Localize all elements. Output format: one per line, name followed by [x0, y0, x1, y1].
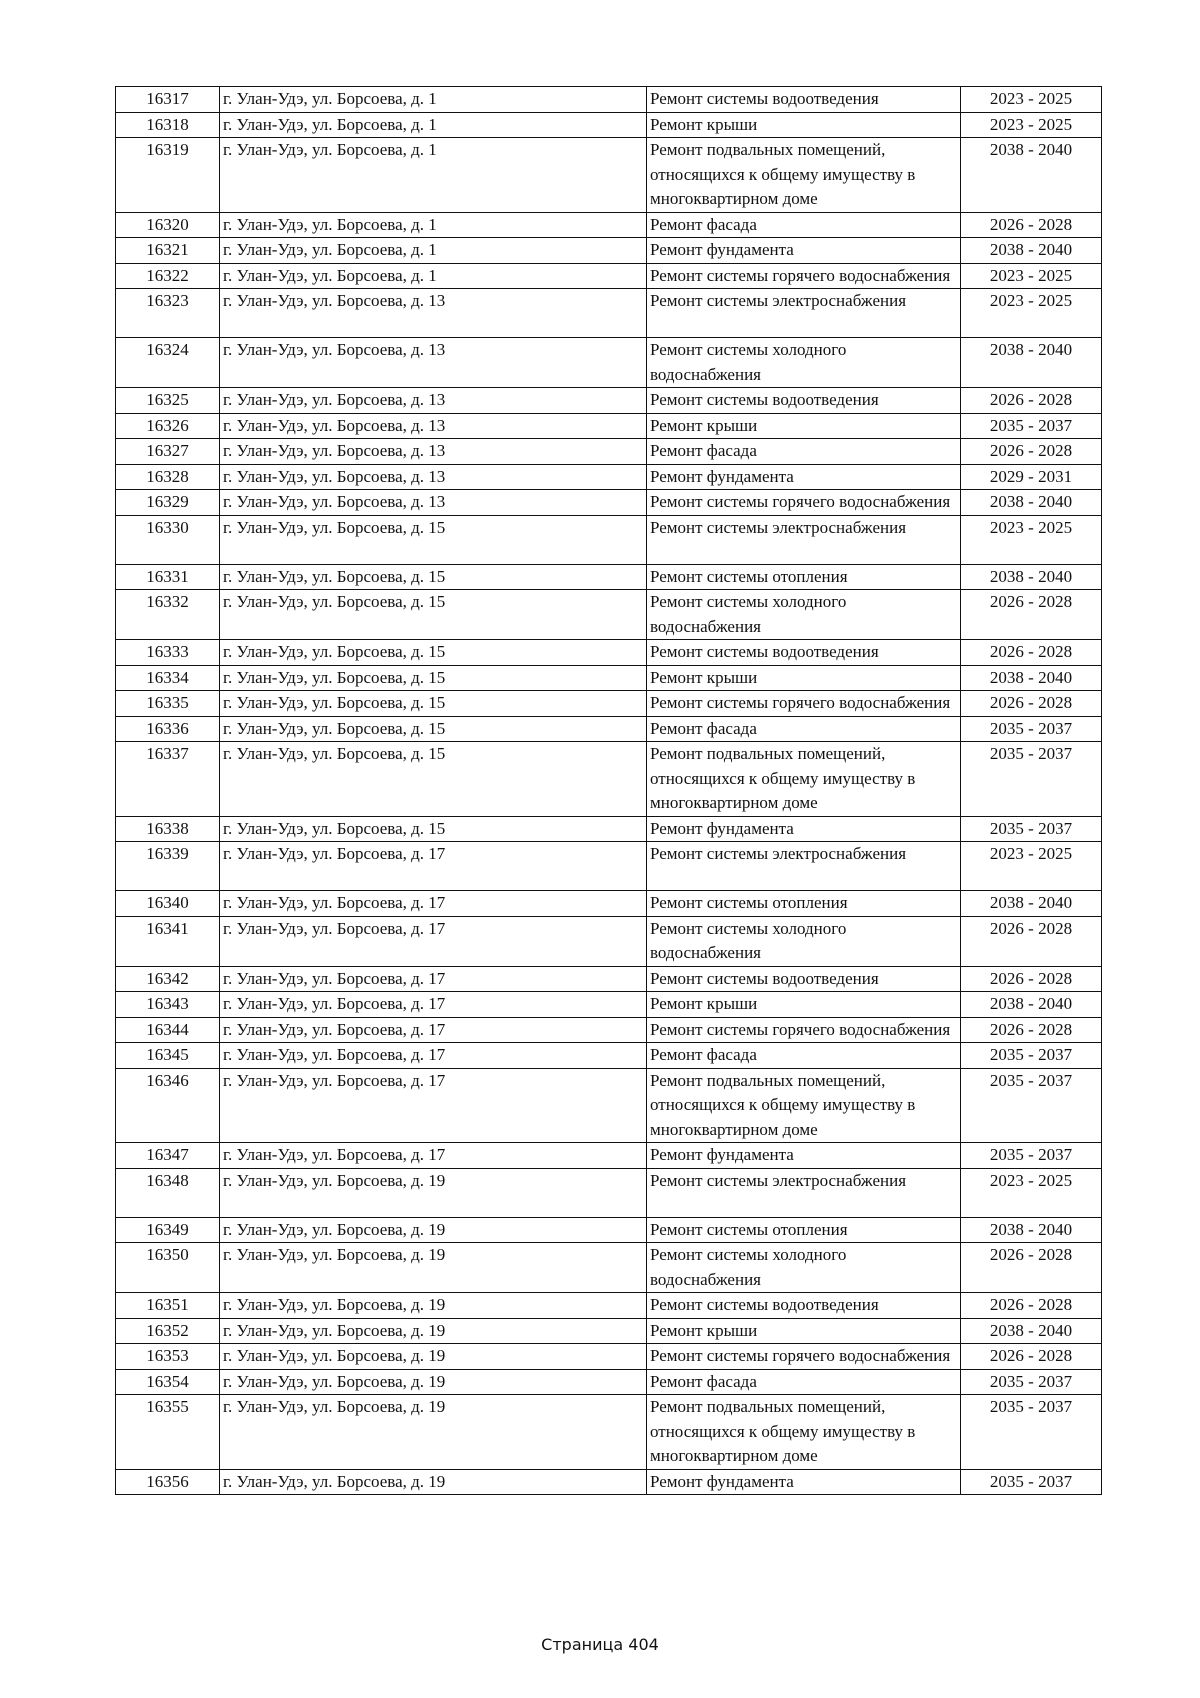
table-row — [116, 138, 1102, 213]
row-number: 16347 — [116, 1143, 220, 1169]
work-type-cell: Ремонт фасада — [647, 439, 961, 465]
period-cell: 2038 - 2040 — [961, 891, 1102, 917]
address-cell: г. Улан-Удэ, ул. Борсоева, д. 19 — [220, 1318, 647, 1344]
period-cell: 2035 - 2037 — [961, 413, 1102, 439]
period-cell: 2026 - 2028 — [961, 1293, 1102, 1319]
address-cell: г. Улан-Удэ, ул. Борсоева, д. 17 — [220, 1143, 647, 1169]
period-cell: 2038 - 2040 — [961, 490, 1102, 516]
table-row — [116, 263, 1102, 289]
row-number: 16340 — [116, 891, 220, 917]
row-number: 16350 — [116, 1243, 220, 1293]
table-row — [116, 665, 1102, 691]
work-type-cell: Ремонт системы холодного водоснабжения — [647, 916, 961, 966]
row-number: 16318 — [116, 112, 220, 138]
table-row — [116, 464, 1102, 490]
row-number: 16355 — [116, 1395, 220, 1470]
address-cell: г. Улан-Удэ, ул. Борсоева, д. 17 — [220, 842, 647, 891]
work-type-cell: Ремонт системы горячего водоснабжения — [647, 1017, 961, 1043]
row-number: 16324 — [116, 338, 220, 388]
period-cell: 2035 - 2037 — [961, 816, 1102, 842]
table-row — [116, 439, 1102, 465]
period-cell: 2035 - 2037 — [961, 716, 1102, 742]
address-cell: г. Улан-Удэ, ул. Борсоева, д. 19 — [220, 1369, 647, 1395]
address-cell: г. Улан-Удэ, ул. Борсоева, д. 17 — [220, 891, 647, 917]
address-cell: г. Улан-Удэ, ул. Борсоева, д. 17 — [220, 966, 647, 992]
work-type-cell: Ремонт системы водоотведения — [647, 1293, 961, 1319]
period-cell: 2038 - 2040 — [961, 564, 1102, 590]
period-cell: 2038 - 2040 — [961, 138, 1102, 213]
table-row — [116, 816, 1102, 842]
work-type-cell: Ремонт фасада — [647, 212, 961, 238]
work-type-cell: Ремонт крыши — [647, 112, 961, 138]
table-row — [116, 1043, 1102, 1069]
work-type-cell: Ремонт подвальных помещений, относящихся к общему имуществу в многоквартирном доме — [647, 1395, 961, 1470]
address-cell: г. Улан-Удэ, ул. Борсоева, д. 15 — [220, 716, 647, 742]
period-cell: 2026 - 2028 — [961, 212, 1102, 238]
period-cell: 2035 - 2037 — [961, 1469, 1102, 1495]
work-type-cell: Ремонт подвальных помещений, относящихся к общему имуществу в многоквартирном доме — [647, 1068, 961, 1143]
row-number: 16352 — [116, 1318, 220, 1344]
work-type-cell: Ремонт системы холодного водоснабжения — [647, 1243, 961, 1293]
address-cell: г. Улан-Удэ, ул. Борсоева, д. 1 — [220, 138, 647, 213]
row-number: 16327 — [116, 439, 220, 465]
table-row — [116, 564, 1102, 590]
row-number: 16335 — [116, 691, 220, 717]
period-cell: 2023 - 2025 — [961, 1168, 1102, 1217]
work-type-cell: Ремонт системы водоотведения — [647, 87, 961, 113]
work-type-cell: Ремонт системы горячего водоснабжения — [647, 263, 961, 289]
period-cell: 2026 - 2028 — [961, 1344, 1102, 1370]
address-cell: г. Улан-Удэ, ул. Борсоева, д. 19 — [220, 1344, 647, 1370]
work-type-cell: Ремонт системы холодного водоснабжения — [647, 338, 961, 388]
row-number: 16334 — [116, 665, 220, 691]
period-cell: 2038 - 2040 — [961, 1318, 1102, 1344]
work-type-cell: Ремонт крыши — [647, 413, 961, 439]
table-row — [116, 1293, 1102, 1319]
row-number: 16339 — [116, 842, 220, 891]
table-row — [116, 1395, 1102, 1470]
period-cell: 2023 - 2025 — [961, 289, 1102, 338]
row-number: 16321 — [116, 238, 220, 264]
period-cell: 2038 - 2040 — [961, 665, 1102, 691]
row-number: 16325 — [116, 388, 220, 414]
period-cell: 2035 - 2037 — [961, 1395, 1102, 1470]
period-cell: 2035 - 2037 — [961, 1143, 1102, 1169]
work-type-cell: Ремонт фундамента — [647, 464, 961, 490]
work-type-cell: Ремонт подвальных помещений, относящихся к общему имуществу в многоквартирном доме — [647, 138, 961, 213]
table-row — [116, 238, 1102, 264]
period-cell: 2023 - 2025 — [961, 112, 1102, 138]
address-cell: г. Улан-Удэ, ул. Борсоева, д. 15 — [220, 590, 647, 640]
work-type-cell: Ремонт системы электроснабжения — [647, 1168, 961, 1217]
row-number: 16342 — [116, 966, 220, 992]
address-cell: г. Улан-Удэ, ул. Борсоева, д. 19 — [220, 1243, 647, 1293]
row-number: 16319 — [116, 138, 220, 213]
row-number: 16348 — [116, 1168, 220, 1217]
table-row — [116, 1344, 1102, 1370]
period-cell: 2029 - 2031 — [961, 464, 1102, 490]
address-cell: г. Улан-Удэ, ул. Борсоева, д. 1 — [220, 263, 647, 289]
address-cell: г. Улан-Удэ, ул. Борсоева, д. 17 — [220, 1068, 647, 1143]
row-number: 16349 — [116, 1217, 220, 1243]
address-cell: г. Улан-Удэ, ул. Борсоева, д. 17 — [220, 1043, 647, 1069]
work-type-cell: Ремонт системы холодного водоснабжения — [647, 590, 961, 640]
row-number: 16345 — [116, 1043, 220, 1069]
table-row — [116, 289, 1102, 338]
period-cell: 2035 - 2037 — [961, 1043, 1102, 1069]
work-type-cell: Ремонт системы электроснабжения — [647, 842, 961, 891]
row-number: 16341 — [116, 916, 220, 966]
address-cell: г. Улан-Удэ, ул. Борсоева, д. 15 — [220, 640, 647, 666]
row-number: 16322 — [116, 263, 220, 289]
period-cell: 2038 - 2040 — [961, 238, 1102, 264]
address-cell: г. Улан-Удэ, ул. Борсоева, д. 1 — [220, 87, 647, 113]
repair-schedule-table — [115, 86, 1102, 1495]
table-row — [116, 691, 1102, 717]
row-number: 16331 — [116, 564, 220, 590]
table-row — [116, 640, 1102, 666]
table-row — [116, 212, 1102, 238]
work-type-cell: Ремонт системы горячего водоснабжения — [647, 490, 961, 516]
address-cell: г. Улан-Удэ, ул. Борсоева, д. 1 — [220, 212, 647, 238]
table-row — [116, 966, 1102, 992]
period-cell: 2026 - 2028 — [961, 916, 1102, 966]
row-number: 16326 — [116, 413, 220, 439]
period-cell: 2038 - 2040 — [961, 992, 1102, 1018]
page-number: Страница 404 — [541, 1635, 659, 1654]
address-cell: г. Улан-Удэ, ул. Борсоева, д. 19 — [220, 1168, 647, 1217]
period-cell: 2026 - 2028 — [961, 388, 1102, 414]
period-cell: 2038 - 2040 — [961, 1217, 1102, 1243]
period-cell: 2035 - 2037 — [961, 1068, 1102, 1143]
work-type-cell: Ремонт системы водоотведения — [647, 966, 961, 992]
period-cell: 2023 - 2025 — [961, 842, 1102, 891]
address-cell: г. Улан-Удэ, ул. Борсоева, д. 13 — [220, 289, 647, 338]
period-cell: 2023 - 2025 — [961, 87, 1102, 113]
period-cell: 2023 - 2025 — [961, 515, 1102, 564]
address-cell: г. Улан-Удэ, ул. Борсоева, д. 19 — [220, 1469, 647, 1495]
table-row — [116, 515, 1102, 564]
work-type-cell: Ремонт системы отопления — [647, 564, 961, 590]
row-number: 16346 — [116, 1068, 220, 1143]
address-cell: г. Улан-Удэ, ул. Борсоева, д. 15 — [220, 742, 647, 817]
work-type-cell: Ремонт фундамента — [647, 238, 961, 264]
work-type-cell: Ремонт фундамента — [647, 1469, 961, 1495]
row-number: 16338 — [116, 816, 220, 842]
row-number: 16344 — [116, 1017, 220, 1043]
row-number: 16337 — [116, 742, 220, 817]
work-type-cell: Ремонт крыши — [647, 992, 961, 1018]
row-number: 16320 — [116, 212, 220, 238]
address-cell: г. Улан-Удэ, ул. Борсоева, д. 13 — [220, 490, 647, 516]
period-cell: 2026 - 2028 — [961, 1017, 1102, 1043]
address-cell: г. Улан-Удэ, ул. Борсоева, д. 1 — [220, 112, 647, 138]
work-type-cell: Ремонт фасада — [647, 1369, 961, 1395]
address-cell: г. Улан-Удэ, ул. Борсоева, д. 1 — [220, 238, 647, 264]
row-number: 16323 — [116, 289, 220, 338]
period-cell: 2026 - 2028 — [961, 691, 1102, 717]
table-row — [116, 1243, 1102, 1293]
table-row — [116, 1168, 1102, 1217]
table-row — [116, 992, 1102, 1018]
table-row — [116, 891, 1102, 917]
address-cell: г. Улан-Удэ, ул. Борсоева, д. 17 — [220, 916, 647, 966]
work-type-cell: Ремонт фасада — [647, 1043, 961, 1069]
table-row — [116, 1369, 1102, 1395]
work-type-cell: Ремонт фасада — [647, 716, 961, 742]
period-cell: 2038 - 2040 — [961, 338, 1102, 388]
table-row — [116, 490, 1102, 516]
work-type-cell: Ремонт системы горячего водоснабжения — [647, 691, 961, 717]
row-number: 16354 — [116, 1369, 220, 1395]
address-cell: г. Улан-Удэ, ул. Борсоева, д. 15 — [220, 515, 647, 564]
row-number: 16356 — [116, 1469, 220, 1495]
period-cell: 2026 - 2028 — [961, 640, 1102, 666]
table-row — [116, 1469, 1102, 1495]
address-cell: г. Улан-Удэ, ул. Борсоева, д. 15 — [220, 691, 647, 717]
table-row — [116, 1068, 1102, 1143]
work-type-cell: Ремонт фундамента — [647, 1143, 961, 1169]
table-row — [116, 590, 1102, 640]
period-cell: 2035 - 2037 — [961, 742, 1102, 817]
table-row — [116, 1217, 1102, 1243]
work-type-cell: Ремонт системы электроснабжения — [647, 289, 961, 338]
work-type-cell: Ремонт системы отопления — [647, 891, 961, 917]
table-row — [116, 1017, 1102, 1043]
row-number: 16353 — [116, 1344, 220, 1370]
period-cell: 2026 - 2028 — [961, 590, 1102, 640]
work-type-cell: Ремонт крыши — [647, 665, 961, 691]
work-type-cell: Ремонт фундамента — [647, 816, 961, 842]
work-type-cell: Ремонт крыши — [647, 1318, 961, 1344]
address-cell: г. Улан-Удэ, ул. Борсоева, д. 13 — [220, 439, 647, 465]
table-row — [116, 1143, 1102, 1169]
address-cell: г. Улан-Удэ, ул. Борсоева, д. 19 — [220, 1217, 647, 1243]
table-row — [116, 388, 1102, 414]
address-cell: г. Улан-Удэ, ул. Борсоева, д. 13 — [220, 338, 647, 388]
period-cell: 2026 - 2028 — [961, 1243, 1102, 1293]
work-type-cell: Ремонт подвальных помещений, относящихся к общему имуществу в многоквартирном доме — [647, 742, 961, 817]
row-number: 16343 — [116, 992, 220, 1018]
address-cell: г. Улан-Удэ, ул. Борсоева, д. 15 — [220, 665, 647, 691]
address-cell: г. Улан-Удэ, ул. Борсоева, д. 15 — [220, 564, 647, 590]
row-number: 16317 — [116, 87, 220, 113]
table-row — [116, 338, 1102, 388]
work-type-cell: Ремонт системы горячего водоснабжения — [647, 1344, 961, 1370]
table-row — [116, 742, 1102, 817]
address-cell: г. Улан-Удэ, ул. Борсоева, д. 15 — [220, 816, 647, 842]
row-number: 16332 — [116, 590, 220, 640]
period-cell: 2026 - 2028 — [961, 439, 1102, 465]
table-row — [116, 413, 1102, 439]
row-number: 16330 — [116, 515, 220, 564]
table-row — [116, 112, 1102, 138]
address-cell: г. Улан-Удэ, ул. Борсоева, д. 17 — [220, 992, 647, 1018]
row-number: 16329 — [116, 490, 220, 516]
period-cell: 2035 - 2037 — [961, 1369, 1102, 1395]
table-row — [116, 716, 1102, 742]
address-cell: г. Улан-Удэ, ул. Борсоева, д. 13 — [220, 413, 647, 439]
work-type-cell: Ремонт системы электроснабжения — [647, 515, 961, 564]
work-type-cell: Ремонт системы водоотведения — [647, 388, 961, 414]
address-cell: г. Улан-Удэ, ул. Борсоева, д. 19 — [220, 1293, 647, 1319]
table-row — [116, 1318, 1102, 1344]
table-row — [116, 842, 1102, 891]
period-cell: 2026 - 2028 — [961, 966, 1102, 992]
work-type-cell: Ремонт системы водоотведения — [647, 640, 961, 666]
row-number: 16328 — [116, 464, 220, 490]
row-number: 16333 — [116, 640, 220, 666]
table-row — [116, 87, 1102, 113]
work-type-cell: Ремонт системы отопления — [647, 1217, 961, 1243]
row-number: 16351 — [116, 1293, 220, 1319]
address-cell: г. Улан-Удэ, ул. Борсоева, д. 13 — [220, 388, 647, 414]
table-row — [116, 916, 1102, 966]
address-cell: г. Улан-Удэ, ул. Борсоева, д. 19 — [220, 1395, 647, 1470]
row-number: 16336 — [116, 716, 220, 742]
period-cell: 2023 - 2025 — [961, 263, 1102, 289]
table-body — [116, 87, 1102, 1495]
address-cell: г. Улан-Удэ, ул. Борсоева, д. 17 — [220, 1017, 647, 1043]
address-cell: г. Улан-Удэ, ул. Борсоева, д. 13 — [220, 464, 647, 490]
